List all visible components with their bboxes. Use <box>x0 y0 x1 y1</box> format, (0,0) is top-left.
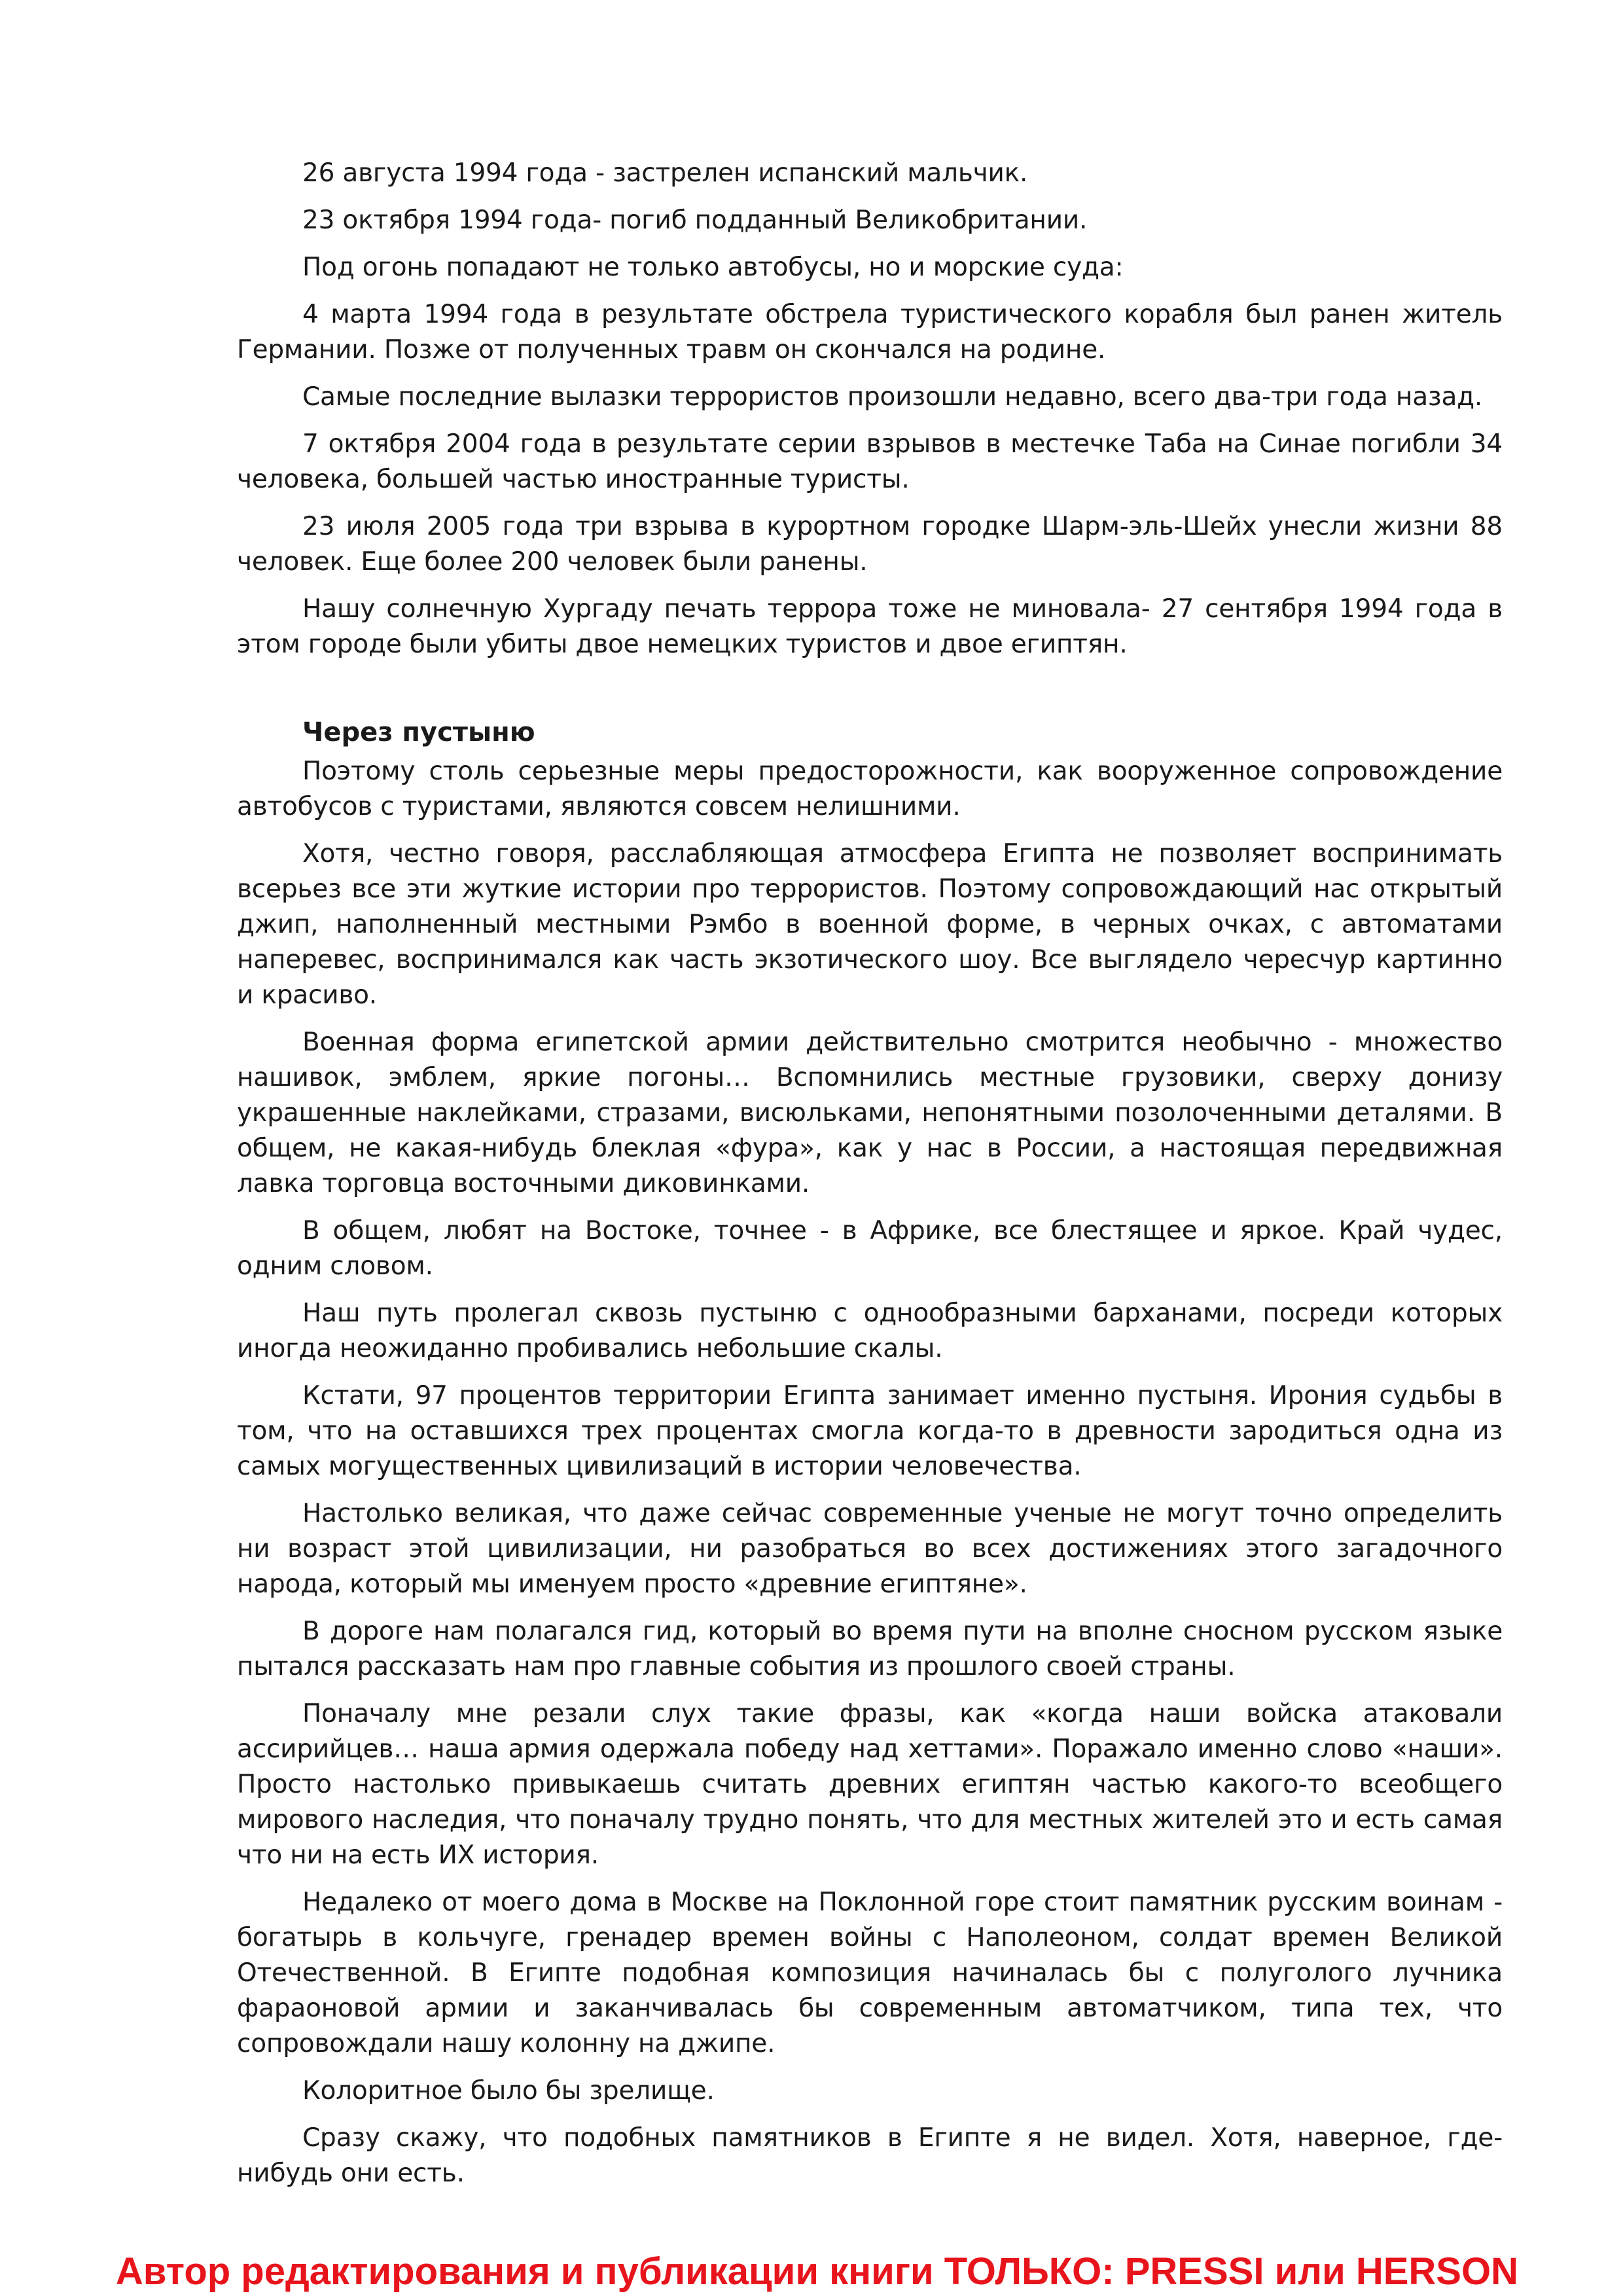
paragraph: Хотя, честно говоря, расслабляющая атмосфера Египта не позволяет воспринимать всерьез все эти жуткие истории про террористов. Поэтому сопровождающий нас открытый джип, наполненный местными Рэмбо в военной форме, в черных очках, с автоматами наперевес, воспринимался как часть экзотического шоу. Все выглядело чересчур картинно и красиво. <box>237 839 1503 1010</box>
paragraph: Сразу скажу, что подобных памятников в Египте я не видел. Хотя, наверное, где-нибудь они есть. <box>237 2123 1503 2188</box>
paragraph: 4 марта 1994 года в результате обстрела туристического корабля был ранен житель Германии. Позже от полученных травм он скончался на родине. <box>237 300 1503 365</box>
paragraph: Недалеко от моего дома в Москве на Поклонной горе стоит памятник русским воинам - богатырь в кольчуге, гренадер времен войны с Наполеоном, солдат времен Великой Отечественной. В Египте подобная композиция начиналась бы с полуголого лучника фараоновой армии и заканчивалась бы современным автоматчиком, типа тех, что сопровождали нашу колонну на джипе. <box>237 1888 1503 2058</box>
paragraph: 26 августа 1994 года - застрелен испанский мальчик. <box>302 158 1028 188</box>
paragraph: Настолько великая, что даже сейчас современные ученые не могут точно определить ни возраст этой цивилизации, ни разобраться во всех достижениях этого загадочного народа, который мы именуем просто «древние египтяне». <box>237 1499 1503 1599</box>
paragraph: Поначалу мне резали слух такие фразы, как «когда наши войска атаковали ассирийцев… наша армия одержала победу над хеттами». Поражало именно слово «наши». Просто настолько привыкаешь считать древних египтян частью какого-то всеобщего мирового наследия, что поначалу трудно понять, что для местных жителей это и есть самая что ни на есть ИХ история. <box>237 1699 1503 1870</box>
paragraph: 23 октября 1994 года- погиб подданный Великобритании. <box>302 206 1088 235</box>
paragraph: Колоритное было бы зрелище. <box>302 2076 715 2106</box>
section-spacer <box>237 674 1503 715</box>
paragraph: Под огонь попадают не только автобусы, но и морские суда: <box>302 253 1124 282</box>
paragraph: 7 октября 2004 года в результате серии взрывов в местечке Таба на Синае погибли 34 человека, большей частью иностранные туристы. <box>237 429 1503 494</box>
footer-banner-text: Автор редактирования и публикации книги ТОЛЬКО: PRESSI или HERSON <box>115 2250 1518 2293</box>
paragraph: Военная форма египетской армии действительно смотрится необычно - множество нашивок, эмблем, яркие погоны… Вспомнились местные грузовики, сверху донизу украшенные наклейками, стразами, висюльками, непонятными позолоченными деталями. В общем, не какая-нибудь блеклая «фура», как у нас в России, а настоящая передвижная лавка торговца восточными диковинками. <box>237 1028 1503 1198</box>
paragraph: Наш путь пролегал сквозь пустыню с однообразными барханами, посреди которых иногда неожиданно пробивались небольшие скалы. <box>237 1299 1503 1363</box>
section-heading: Через пустыню <box>302 717 535 747</box>
paragraph: В дороге нам полагался гид, который во время пути на вполне сносном русском языке пытался рассказать нам про главные события из прошлого своей страны. <box>237 1617 1503 1681</box>
footer-banner <box>0 2249 1623 2295</box>
paragraph: Кстати, 97 процентов территории Египта занимает именно пустыня. Ирония судьбы в том, что на оставшихся трех процентах смогла когда-то в древности зародиться одна из самых могущественных цивилизаций в истории человечества. <box>237 1381 1503 1481</box>
paragraph: Нашу солнечную Хургаду печать террора тоже не миновала- 27 сентября 1994 года в этом городе были убиты двое немецких туристов и двое египтян. <box>237 594 1503 659</box>
paragraph: 23 июля 2005 года три взрыва в курортном городке Шарм-эль-Шейх унесли жизни 88 человек. Еще более 200 человек были ранены. <box>237 512 1503 577</box>
paragraph: Самые последние вылазки террористов произошли недавно, всего два-три года назад. <box>302 382 1483 412</box>
page-body <box>237 151 1503 2203</box>
paragraph: В общем, любят на Востоке, точнее - в Африке, все блестящее и яркое. Край чудес, одним словом. <box>237 1216 1503 1281</box>
paragraph: Поэтому столь серьезные меры предосторожности, как вооруженное сопровождение автобусов с туристами, являются совсем нелишними. <box>237 757 1503 821</box>
